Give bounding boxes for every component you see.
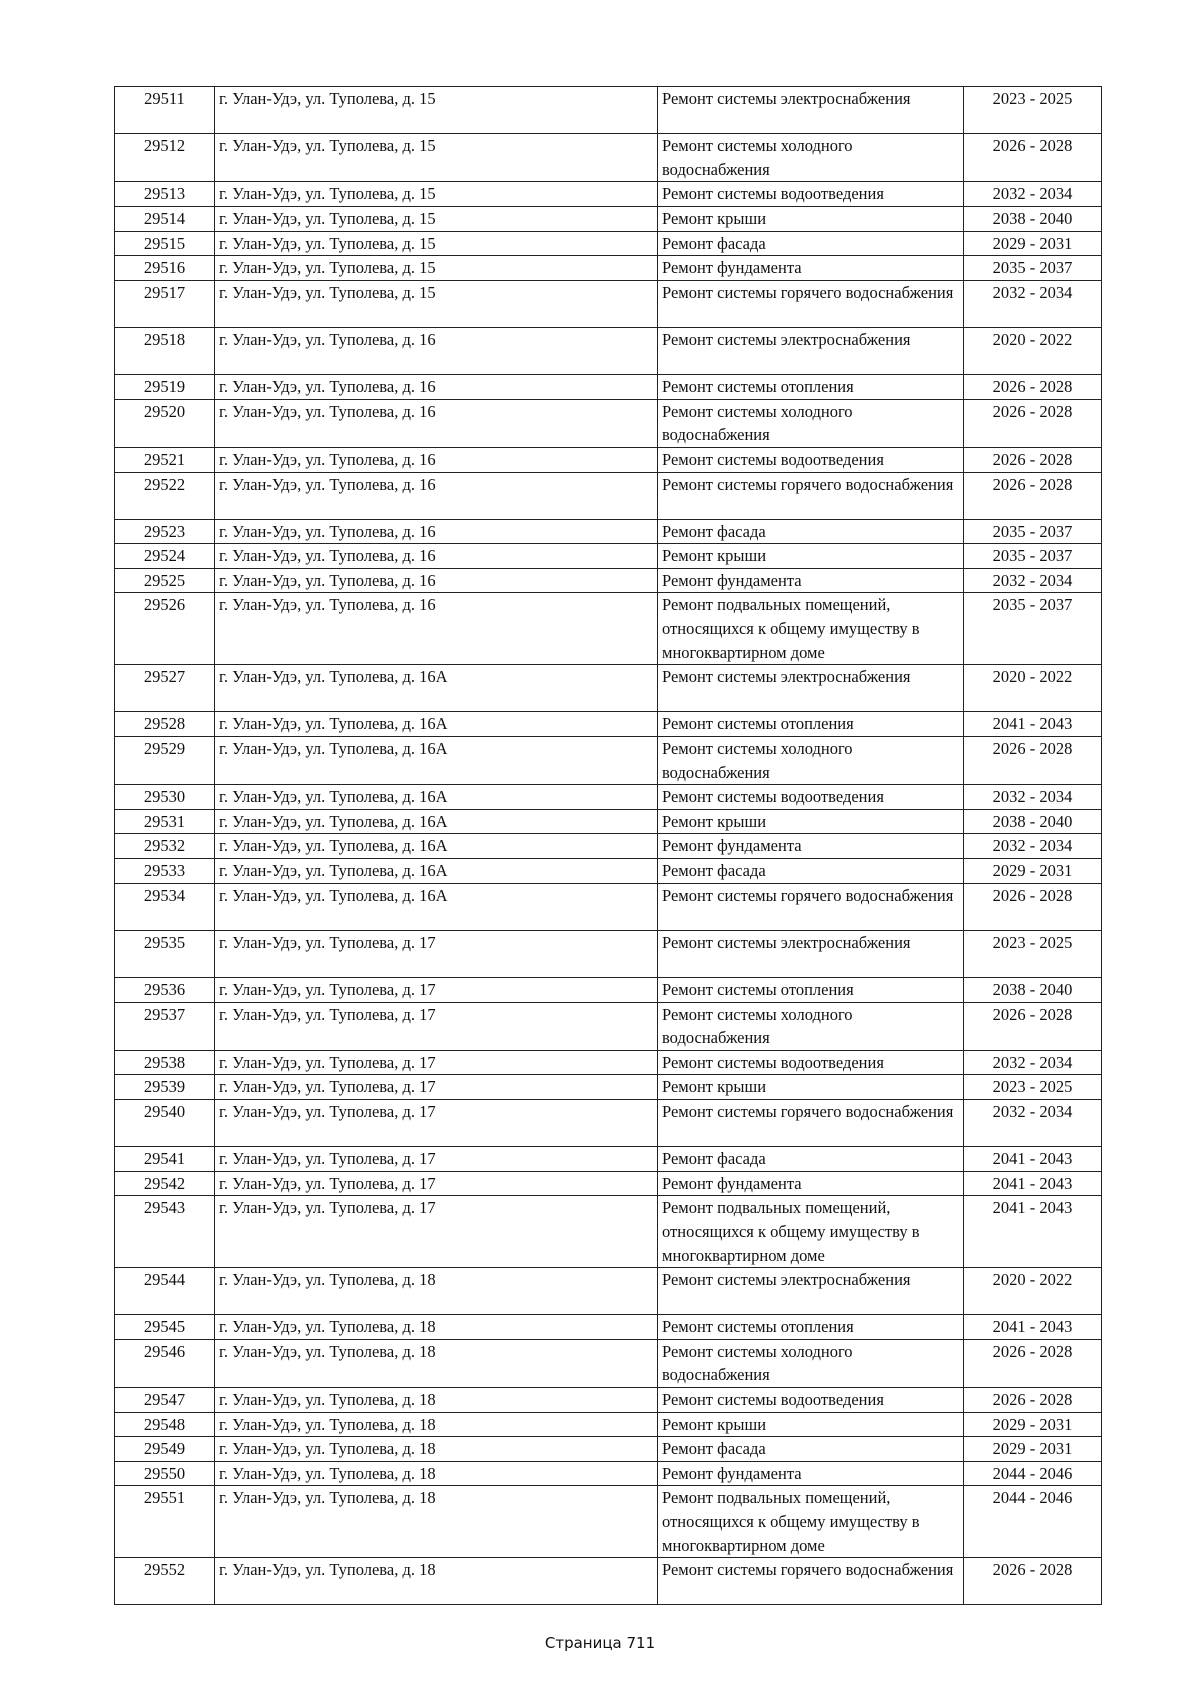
table-row bbox=[115, 1002, 1102, 1050]
work-type-cell: Ремонт системы отопления bbox=[658, 977, 964, 1002]
work-type-cell: Ремонт подвальных помещений, относящихся к общему имуществу в многоквартирном доме bbox=[658, 1486, 964, 1558]
row-number-cell: 29524 bbox=[115, 544, 215, 569]
period-cell: 2026 - 2028 bbox=[964, 1339, 1102, 1387]
period-cell: 2029 - 2031 bbox=[964, 1437, 1102, 1462]
table-row bbox=[115, 593, 1102, 665]
row-number-cell: 29533 bbox=[115, 859, 215, 884]
work-type-cell: Ремонт подвальных помещений, относящихся к общему имуществу в многоквартирном доме bbox=[658, 593, 964, 665]
row-number-cell: 29543 bbox=[115, 1196, 215, 1268]
work-type-cell: Ремонт системы водоотведения bbox=[658, 1388, 964, 1413]
address-cell: г. Улан-Удэ, ул. Туполева, д. 16 bbox=[215, 327, 658, 374]
address-cell: г. Улан-Удэ, ул. Туполева, д. 16 bbox=[215, 399, 658, 447]
period-cell: 2026 - 2028 bbox=[964, 737, 1102, 785]
table-body bbox=[115, 87, 1102, 1605]
row-number-cell: 29516 bbox=[115, 256, 215, 281]
address-cell: г. Улан-Удэ, ул. Туполева, д. 15 bbox=[215, 134, 658, 182]
row-number-cell: 29537 bbox=[115, 1002, 215, 1050]
repair-schedule-table bbox=[114, 86, 1102, 1605]
table-row bbox=[115, 665, 1102, 712]
work-type-cell: Ремонт системы холодного водоснабжения bbox=[658, 737, 964, 785]
row-number-cell: 29514 bbox=[115, 206, 215, 231]
work-type-cell: Ремонт крыши bbox=[658, 1075, 964, 1100]
work-type-cell: Ремонт системы холодного водоснабжения bbox=[658, 399, 964, 447]
row-number-cell: 29518 bbox=[115, 327, 215, 374]
row-number-cell: 29544 bbox=[115, 1268, 215, 1315]
address-cell: г. Улан-Удэ, ул. Туполева, д. 18 bbox=[215, 1461, 658, 1486]
address-cell: г. Улан-Удэ, ул. Туполева, д. 17 bbox=[215, 1147, 658, 1172]
address-cell: г. Улан-Удэ, ул. Туполева, д. 17 bbox=[215, 1050, 658, 1075]
period-cell: 2020 - 2022 bbox=[964, 327, 1102, 374]
address-cell: г. Улан-Удэ, ул. Туполева, д. 16 bbox=[215, 519, 658, 544]
address-cell: г. Улан-Удэ, ул. Туполева, д. 16 bbox=[215, 447, 658, 472]
table-row bbox=[115, 1388, 1102, 1413]
work-type-cell: Ремонт системы холодного водоснабжения bbox=[658, 1002, 964, 1050]
address-cell: г. Улан-Удэ, ул. Туполева, д. 17 bbox=[215, 1075, 658, 1100]
work-type-cell: Ремонт крыши bbox=[658, 809, 964, 834]
row-number-cell: 29532 bbox=[115, 834, 215, 859]
address-cell: г. Улан-Удэ, ул. Туполева, д. 16А bbox=[215, 665, 658, 712]
table-row bbox=[115, 930, 1102, 977]
period-cell: 2029 - 2031 bbox=[964, 859, 1102, 884]
work-type-cell: Ремонт фундамента bbox=[658, 1171, 964, 1196]
work-type-cell: Ремонт системы электроснабжения bbox=[658, 87, 964, 134]
table-row bbox=[115, 206, 1102, 231]
table-row bbox=[115, 1558, 1102, 1605]
row-number-cell: 29522 bbox=[115, 472, 215, 519]
period-cell: 2032 - 2034 bbox=[964, 182, 1102, 207]
period-cell: 2041 - 2043 bbox=[964, 1315, 1102, 1340]
address-cell: г. Улан-Удэ, ул. Туполева, д. 18 bbox=[215, 1339, 658, 1387]
table-row bbox=[115, 1315, 1102, 1340]
table-row bbox=[115, 87, 1102, 134]
address-cell: г. Улан-Удэ, ул. Туполева, д. 16А bbox=[215, 712, 658, 737]
work-type-cell: Ремонт фундамента bbox=[658, 1461, 964, 1486]
address-cell: г. Улан-Удэ, ул. Туполева, д. 18 bbox=[215, 1437, 658, 1462]
table-row bbox=[115, 1050, 1102, 1075]
work-type-cell: Ремонт системы холодного водоснабжения bbox=[658, 1339, 964, 1387]
table-row bbox=[115, 1412, 1102, 1437]
row-number-cell: 29521 bbox=[115, 447, 215, 472]
period-cell: 2032 - 2034 bbox=[964, 1050, 1102, 1075]
address-cell: г. Улан-Удэ, ул. Туполева, д. 18 bbox=[215, 1558, 658, 1605]
period-cell: 2032 - 2034 bbox=[964, 834, 1102, 859]
work-type-cell: Ремонт системы водоотведения bbox=[658, 1050, 964, 1075]
address-cell: г. Улан-Удэ, ул. Туполева, д. 17 bbox=[215, 1171, 658, 1196]
work-type-cell: Ремонт фундамента bbox=[658, 568, 964, 593]
period-cell: 2029 - 2031 bbox=[964, 1412, 1102, 1437]
address-cell: г. Улан-Удэ, ул. Туполева, д. 16 bbox=[215, 375, 658, 400]
work-type-cell: Ремонт фасада bbox=[658, 231, 964, 256]
period-cell: 2020 - 2022 bbox=[964, 665, 1102, 712]
row-number-cell: 29527 bbox=[115, 665, 215, 712]
page-number: Страница 711 bbox=[544, 1634, 656, 1652]
period-cell: 2038 - 2040 bbox=[964, 206, 1102, 231]
row-number-cell: 29540 bbox=[115, 1099, 215, 1146]
address-cell: г. Улан-Удэ, ул. Туполева, д. 17 bbox=[215, 1196, 658, 1268]
table-row bbox=[115, 883, 1102, 930]
address-cell: г. Улан-Удэ, ул. Туполева, д. 17 bbox=[215, 1002, 658, 1050]
period-cell: 2023 - 2025 bbox=[964, 1075, 1102, 1100]
address-cell: г. Улан-Удэ, ул. Туполева, д. 15 bbox=[215, 206, 658, 231]
work-type-cell: Ремонт фасада bbox=[658, 1437, 964, 1462]
table-row bbox=[115, 1339, 1102, 1387]
work-type-cell: Ремонт системы электроснабжения bbox=[658, 1268, 964, 1315]
table-row bbox=[115, 399, 1102, 447]
work-type-cell: Ремонт системы отопления bbox=[658, 1315, 964, 1340]
work-type-cell: Ремонт фасада bbox=[658, 859, 964, 884]
row-number-cell: 29546 bbox=[115, 1339, 215, 1387]
work-type-cell: Ремонт системы водоотведения bbox=[658, 785, 964, 810]
address-cell: г. Улан-Удэ, ул. Туполева, д. 16А bbox=[215, 737, 658, 785]
address-cell: г. Улан-Удэ, ул. Туполева, д. 16А bbox=[215, 785, 658, 810]
work-type-cell: Ремонт системы холодного водоснабжения bbox=[658, 134, 964, 182]
row-number-cell: 29526 bbox=[115, 593, 215, 665]
period-cell: 2044 - 2046 bbox=[964, 1486, 1102, 1558]
table-row bbox=[115, 1147, 1102, 1172]
row-number-cell: 29539 bbox=[115, 1075, 215, 1100]
address-cell: г. Улан-Удэ, ул. Туполева, д. 17 bbox=[215, 977, 658, 1002]
row-number-cell: 29536 bbox=[115, 977, 215, 1002]
address-cell: г. Улан-Удэ, ул. Туполева, д. 18 bbox=[215, 1412, 658, 1437]
period-cell: 2035 - 2037 bbox=[964, 256, 1102, 281]
address-cell: г. Улан-Удэ, ул. Туполева, д. 16 bbox=[215, 544, 658, 569]
period-cell: 2038 - 2040 bbox=[964, 977, 1102, 1002]
period-cell: 2026 - 2028 bbox=[964, 1558, 1102, 1605]
work-type-cell: Ремонт системы электроснабжения bbox=[658, 930, 964, 977]
table-row bbox=[115, 737, 1102, 785]
table-row bbox=[115, 1437, 1102, 1462]
address-cell: г. Улан-Удэ, ул. Туполева, д. 15 bbox=[215, 231, 658, 256]
row-number-cell: 29530 bbox=[115, 785, 215, 810]
period-cell: 2032 - 2034 bbox=[964, 568, 1102, 593]
address-cell: г. Улан-Удэ, ул. Туполева, д. 17 bbox=[215, 930, 658, 977]
row-number-cell: 29538 bbox=[115, 1050, 215, 1075]
period-cell: 2035 - 2037 bbox=[964, 544, 1102, 569]
work-type-cell: Ремонт системы горячего водоснабжения bbox=[658, 1099, 964, 1146]
work-type-cell: Ремонт фундамента bbox=[658, 256, 964, 281]
row-number-cell: 29513 bbox=[115, 182, 215, 207]
table-row bbox=[115, 1486, 1102, 1558]
period-cell: 2020 - 2022 bbox=[964, 1268, 1102, 1315]
row-number-cell: 29515 bbox=[115, 231, 215, 256]
work-type-cell: Ремонт системы электроснабжения bbox=[658, 665, 964, 712]
table-row bbox=[115, 568, 1102, 593]
address-cell: г. Улан-Удэ, ул. Туполева, д. 16А bbox=[215, 883, 658, 930]
table-row bbox=[115, 134, 1102, 182]
work-type-cell: Ремонт системы горячего водоснабжения bbox=[658, 883, 964, 930]
table-row bbox=[115, 375, 1102, 400]
table-row bbox=[115, 256, 1102, 281]
address-cell: г. Улан-Удэ, ул. Туполева, д. 16 bbox=[215, 568, 658, 593]
address-cell: г. Улан-Удэ, ул. Туполева, д. 18 bbox=[215, 1268, 658, 1315]
row-number-cell: 29545 bbox=[115, 1315, 215, 1340]
row-number-cell: 29531 bbox=[115, 809, 215, 834]
work-type-cell: Ремонт крыши bbox=[658, 206, 964, 231]
table-row bbox=[115, 712, 1102, 737]
table-row bbox=[115, 182, 1102, 207]
period-cell: 2026 - 2028 bbox=[964, 883, 1102, 930]
table-row bbox=[115, 809, 1102, 834]
table-row bbox=[115, 472, 1102, 519]
table-row bbox=[115, 859, 1102, 884]
address-cell: г. Улан-Удэ, ул. Туполева, д. 18 bbox=[215, 1315, 658, 1340]
table-row bbox=[115, 785, 1102, 810]
address-cell: г. Улан-Удэ, ул. Туполева, д. 16 bbox=[215, 472, 658, 519]
work-type-cell: Ремонт системы водоотведения bbox=[658, 447, 964, 472]
period-cell: 2041 - 2043 bbox=[964, 1171, 1102, 1196]
period-cell: 2026 - 2028 bbox=[964, 472, 1102, 519]
row-number-cell: 29541 bbox=[115, 1147, 215, 1172]
table-row bbox=[115, 834, 1102, 859]
work-type-cell: Ремонт подвальных помещений, относящихся к общему имуществу в многоквартирном доме bbox=[658, 1196, 964, 1268]
table-row bbox=[115, 280, 1102, 327]
period-cell: 2026 - 2028 bbox=[964, 375, 1102, 400]
table-row bbox=[115, 1171, 1102, 1196]
table-row bbox=[115, 1196, 1102, 1268]
work-type-cell: Ремонт системы водоотведения bbox=[658, 182, 964, 207]
period-cell: 2026 - 2028 bbox=[964, 447, 1102, 472]
table-row bbox=[115, 977, 1102, 1002]
work-type-cell: Ремонт системы отопления bbox=[658, 712, 964, 737]
work-type-cell: Ремонт крыши bbox=[658, 1412, 964, 1437]
work-type-cell: Ремонт системы горячего водоснабжения bbox=[658, 280, 964, 327]
row-number-cell: 29523 bbox=[115, 519, 215, 544]
period-cell: 2023 - 2025 bbox=[964, 87, 1102, 134]
period-cell: 2032 - 2034 bbox=[964, 785, 1102, 810]
address-cell: г. Улан-Удэ, ул. Туполева, д. 16А bbox=[215, 859, 658, 884]
table-row bbox=[115, 1461, 1102, 1486]
address-cell: г. Улан-Удэ, ул. Туполева, д. 16 bbox=[215, 593, 658, 665]
work-type-cell: Ремонт фундамента bbox=[658, 834, 964, 859]
row-number-cell: 29551 bbox=[115, 1486, 215, 1558]
address-cell: г. Улан-Удэ, ул. Туполева, д. 15 bbox=[215, 256, 658, 281]
row-number-cell: 29528 bbox=[115, 712, 215, 737]
period-cell: 2038 - 2040 bbox=[964, 809, 1102, 834]
period-cell: 2026 - 2028 bbox=[964, 134, 1102, 182]
period-cell: 2041 - 2043 bbox=[964, 1196, 1102, 1268]
row-number-cell: 29529 bbox=[115, 737, 215, 785]
table-row bbox=[115, 327, 1102, 374]
row-number-cell: 29519 bbox=[115, 375, 215, 400]
period-cell: 2035 - 2037 bbox=[964, 519, 1102, 544]
address-cell: г. Улан-Удэ, ул. Туполева, д. 18 bbox=[215, 1388, 658, 1413]
row-number-cell: 29512 bbox=[115, 134, 215, 182]
period-cell: 2032 - 2034 bbox=[964, 280, 1102, 327]
row-number-cell: 29511 bbox=[115, 87, 215, 134]
table-row bbox=[115, 231, 1102, 256]
period-cell: 2026 - 2028 bbox=[964, 399, 1102, 447]
row-number-cell: 29547 bbox=[115, 1388, 215, 1413]
address-cell: г. Улан-Удэ, ул. Туполева, д. 16А bbox=[215, 809, 658, 834]
address-cell: г. Улан-Удэ, ул. Туполева, д. 15 bbox=[215, 87, 658, 134]
period-cell: 2044 - 2046 bbox=[964, 1461, 1102, 1486]
period-cell: 2026 - 2028 bbox=[964, 1002, 1102, 1050]
address-cell: г. Улан-Удэ, ул. Туполева, д. 16А bbox=[215, 834, 658, 859]
address-cell: г. Улан-Удэ, ул. Туполева, д. 18 bbox=[215, 1486, 658, 1558]
address-cell: г. Улан-Удэ, ул. Туполева, д. 17 bbox=[215, 1099, 658, 1146]
row-number-cell: 29525 bbox=[115, 568, 215, 593]
table-row bbox=[115, 447, 1102, 472]
row-number-cell: 29548 bbox=[115, 1412, 215, 1437]
row-number-cell: 29517 bbox=[115, 280, 215, 327]
row-number-cell: 29550 bbox=[115, 1461, 215, 1486]
period-cell: 2041 - 2043 bbox=[964, 1147, 1102, 1172]
table-row bbox=[115, 1268, 1102, 1315]
work-type-cell: Ремонт фасада bbox=[658, 519, 964, 544]
row-number-cell: 29552 bbox=[115, 1558, 215, 1605]
table-row bbox=[115, 1099, 1102, 1146]
work-type-cell: Ремонт системы электроснабжения bbox=[658, 327, 964, 374]
address-cell: г. Улан-Удэ, ул. Туполева, д. 15 bbox=[215, 280, 658, 327]
table-row bbox=[115, 544, 1102, 569]
work-type-cell: Ремонт системы горячего водоснабжения bbox=[658, 472, 964, 519]
work-type-cell: Ремонт крыши bbox=[658, 544, 964, 569]
row-number-cell: 29542 bbox=[115, 1171, 215, 1196]
period-cell: 2041 - 2043 bbox=[964, 712, 1102, 737]
address-cell: г. Улан-Удэ, ул. Туполева, д. 15 bbox=[215, 182, 658, 207]
row-number-cell: 29535 bbox=[115, 930, 215, 977]
row-number-cell: 29534 bbox=[115, 883, 215, 930]
period-cell: 2032 - 2034 bbox=[964, 1099, 1102, 1146]
period-cell: 2023 - 2025 bbox=[964, 930, 1102, 977]
work-type-cell: Ремонт системы горячего водоснабжения bbox=[658, 1558, 964, 1605]
period-cell: 2035 - 2037 bbox=[964, 593, 1102, 665]
table-row bbox=[115, 1075, 1102, 1100]
table-row bbox=[115, 519, 1102, 544]
row-number-cell: 29549 bbox=[115, 1437, 215, 1462]
work-type-cell: Ремонт системы отопления bbox=[658, 375, 964, 400]
row-number-cell: 29520 bbox=[115, 399, 215, 447]
work-type-cell: Ремонт фасада bbox=[658, 1147, 964, 1172]
period-cell: 2026 - 2028 bbox=[964, 1388, 1102, 1413]
period-cell: 2029 - 2031 bbox=[964, 231, 1102, 256]
